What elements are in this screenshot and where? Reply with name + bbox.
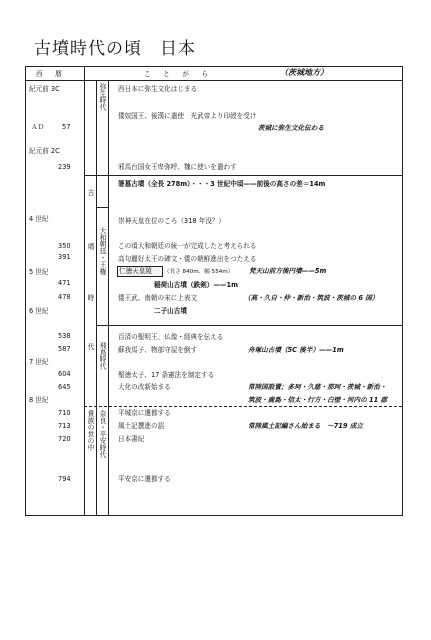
event-text-region: 筑波・鹿島・信太・行方・白壁・河内の 11 郡 xyxy=(248,396,388,404)
event-text: この頃大和朝廷の統一が完成したと考えられる xyxy=(118,242,257,250)
event-text: 平安京に遷都する xyxy=(118,475,171,483)
timeline-table xyxy=(25,66,403,516)
period-ko: 古 xyxy=(86,189,94,196)
header-year: 西 暦 xyxy=(36,70,65,78)
event-text: 蘇我馬子、物部守屋を倒す xyxy=(118,346,198,354)
event-text: 聖徳太子、17 条憲法を制定する xyxy=(118,371,215,379)
period-ji: 時 xyxy=(86,294,94,301)
year-label: 794 xyxy=(58,475,71,483)
event-text-region: （高・久自・仲・新治・筑波・茨城の 6 国） xyxy=(244,294,379,302)
period-nara-left: 貴族の世の中 xyxy=(86,410,94,451)
event-text: 二子山古墳 xyxy=(154,307,187,315)
event-text: 邪馬台国女王卑弥呼、魏に使いを遣わす xyxy=(118,163,237,171)
period-fun: 墳 xyxy=(86,243,94,250)
year-label: 391 xyxy=(58,253,71,261)
period-yamato: 大和朝廷・王権 xyxy=(98,227,106,275)
event-text: 倭奴国王、後漢に遣使 光武帝より印綬を受け xyxy=(118,112,257,120)
event-text-region: 梵天山前方後円墳——5m xyxy=(249,267,327,275)
year-label: 710 xyxy=(58,409,71,417)
year-label: 紀元前 3C xyxy=(29,85,60,93)
period-dai: 代 xyxy=(86,343,94,350)
year-label: 538 xyxy=(58,332,71,340)
separator-kofun-nara xyxy=(84,406,402,407)
event-text: （長さ 840m、幅 554m） xyxy=(164,269,234,275)
separator-yamato-asuka xyxy=(96,325,402,326)
year-label: 239 xyxy=(58,163,71,171)
year-label: 4 世紀 xyxy=(29,215,49,223)
year-label: ＡＤ xyxy=(31,123,45,131)
event-text: 百済の聖明王、仏像・経典を伝える xyxy=(118,333,224,341)
event-text: 倭王武、南朝の宋に上表文 xyxy=(118,294,198,302)
year-label: 471 xyxy=(58,279,71,287)
event-text: 稲荷山古墳（鉄剣）——1m xyxy=(154,281,238,289)
separator-yayoi-kofun xyxy=(84,175,402,176)
period-yayoi: 弥生時代 xyxy=(98,83,106,111)
event-text: 高句麗好太王の碑文・倭の朝鮮進出をつたえる xyxy=(118,255,257,263)
event-text-region: 茨城に弥生文化伝わる xyxy=(258,124,324,132)
col-divider-period-b xyxy=(108,80,109,515)
period-asuka: 飛鳥時代 xyxy=(98,342,106,370)
event-text: 崇神天皇在位のころ（318 年没？） xyxy=(118,217,225,225)
year-label: 645 xyxy=(58,383,71,391)
year-label: 713 xyxy=(58,422,71,430)
year-label: 紀元前 2C xyxy=(29,147,60,155)
year-label: 6 世紀 xyxy=(29,307,49,315)
year-label: 478 xyxy=(58,293,71,301)
header-divider xyxy=(26,80,402,81)
event-text: 風土記撰進の詔 xyxy=(118,422,165,430)
year-label: 350 xyxy=(58,242,71,250)
event-text: 大化の改新始まる xyxy=(118,383,171,391)
event-text-region: 常陸国設置；多珂・久慈・那珂・茨城・新治・ xyxy=(248,383,387,391)
event-text: 西日本に弥生文化はじまる xyxy=(118,85,198,93)
event-text: 平城京に遷都する xyxy=(118,409,171,417)
header-region: （茨城地方） xyxy=(280,68,328,77)
event-text-region: 舟塚山古墳（5C 後半）——1m xyxy=(248,346,344,354)
event-text: 仁徳天皇陵 xyxy=(119,267,152,275)
event-text-region: 常陸風土記編さん始まる ～719 成立 xyxy=(248,422,363,430)
period-nara-right: 奈良・平安時代 xyxy=(98,410,106,458)
year-label: 57 xyxy=(62,123,71,131)
year-label: 8 世紀 xyxy=(29,396,49,404)
year-label: 587 xyxy=(58,345,71,353)
year-label: 7 世紀 xyxy=(29,358,49,366)
year-label: 5 世紀 xyxy=(29,268,49,276)
year-label: 720 xyxy=(58,435,71,443)
header-events: こ と が ら xyxy=(144,70,212,78)
year-label: 604 xyxy=(58,370,71,378)
event-text: 箸墓古墳（全長 278m）・・・3 世紀中頃——前後の高さの差＝14m xyxy=(118,180,326,188)
event-text: 日本書紀 xyxy=(118,435,145,443)
page-title: 古墳時代の頃 日本 xyxy=(34,39,196,59)
separator-ko-yamato xyxy=(96,207,108,208)
